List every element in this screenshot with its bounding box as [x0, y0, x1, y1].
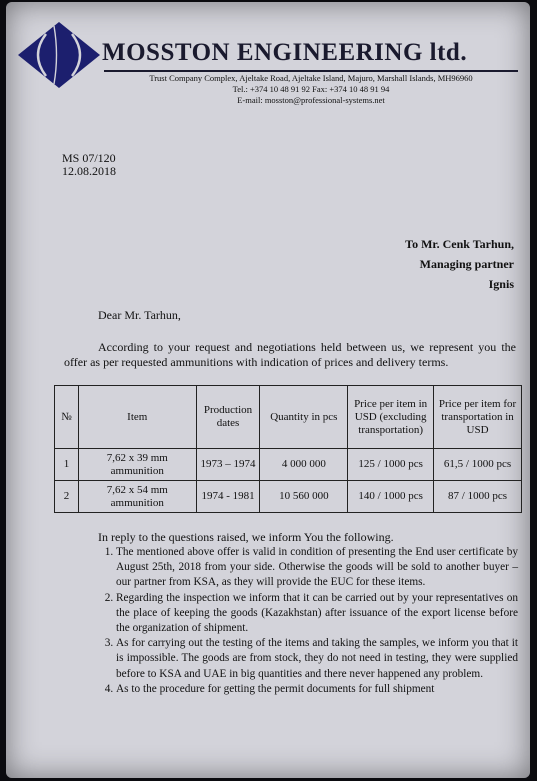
table-cell: 125 / 1000 pcs	[348, 449, 434, 481]
intro-paragraph: According to your request and negotiations held between us, we represent you the offer as per requested ammunitions with indication of prices and delivery terms.	[64, 340, 516, 369]
company-address: Trust Company Complex, Ajeltake Road, Ajeltake Island, Majuro, Marshall Islands, MH96960	[149, 73, 473, 83]
letterhead-divider	[104, 70, 518, 72]
table-header-cell: Item	[78, 386, 196, 449]
numbered-points-list	[62, 545, 518, 697]
table-cell: 10 560 000	[260, 481, 348, 513]
table-header-cell: Price per item in USD (excluding transportation)	[348, 386, 434, 449]
list-item: 2. Regarding the inspection we inform that it can be carried out by your representatives on the place of keeping the goods (Kazakhstan) after issuance of the export license before the organization of shipment.	[116, 591, 518, 637]
table-header-row	[55, 386, 522, 449]
table-row	[55, 449, 522, 481]
reference-block	[62, 152, 116, 178]
company-logo-icon	[14, 20, 104, 90]
table-header-cell: Quantity in pcs	[260, 386, 348, 449]
company-phone-fax: Tel.: +374 10 48 91 92 Fax: +374 10 48 91 94	[232, 84, 390, 94]
table-cell: 1	[55, 449, 79, 481]
reply-intro: In reply to the questions raised, we inform You the following.	[98, 530, 394, 544]
table-cell: 1974 - 1981	[196, 481, 260, 513]
table-cell: 1973 – 1974	[196, 449, 260, 481]
table-header-cell: №	[55, 386, 79, 449]
list-item: 4. As to the procedure for getting the permit documents for full shipment	[116, 682, 518, 697]
company-name: MOSSTON ENGINEERING ltd.	[102, 39, 468, 66]
table-cell: 4 000 000	[260, 449, 348, 481]
table-cell: 61,5 / 1000 pcs	[434, 449, 522, 481]
table-header-cell: Production dates	[196, 386, 260, 449]
salutation: Dear Mr. Tarhun,	[98, 308, 181, 322]
recipient-company: Ignis	[488, 277, 514, 291]
recipient-block	[405, 234, 514, 294]
table-cell: 140 / 1000 pcs	[348, 481, 434, 513]
offer-table	[54, 385, 522, 513]
recipient-title: Managing partner	[419, 257, 514, 271]
table-cell: 7,62 x 39 mm ammunition	[78, 449, 196, 481]
letter-page	[6, 2, 530, 778]
recipient-name: To Mr. Cenk Tarhun,	[405, 237, 514, 251]
table-cell: 87 / 1000 pcs	[434, 481, 522, 513]
table-cell: 7,62 x 54 mm ammunition	[78, 481, 196, 513]
table-header-cell: Price per item for transportation in USD	[434, 386, 522, 449]
list-item: 3. As for carrying out the testing of the items and taking the samples, we inform you that it is impossible. The goods are from stock, they do not need in testing, they were supplied before to KSA and UAE in big quantities and there never happened any problem.	[116, 636, 518, 682]
company-email: E-mail: mosston@professional-systems.net	[237, 95, 385, 105]
reference-number: MS 07/120	[62, 151, 116, 165]
list-item: 1. The mentioned above offer is valid in condition of presenting the End user certificate by August 25th, 2018 from your side. Otherwise the goods will be sold to another buyer – our partner from KSA, as they will provide the EUC for these items.	[116, 545, 518, 591]
table-row	[55, 481, 522, 513]
reference-date: 12.08.2018	[62, 164, 116, 178]
table-cell: 2	[55, 481, 79, 513]
